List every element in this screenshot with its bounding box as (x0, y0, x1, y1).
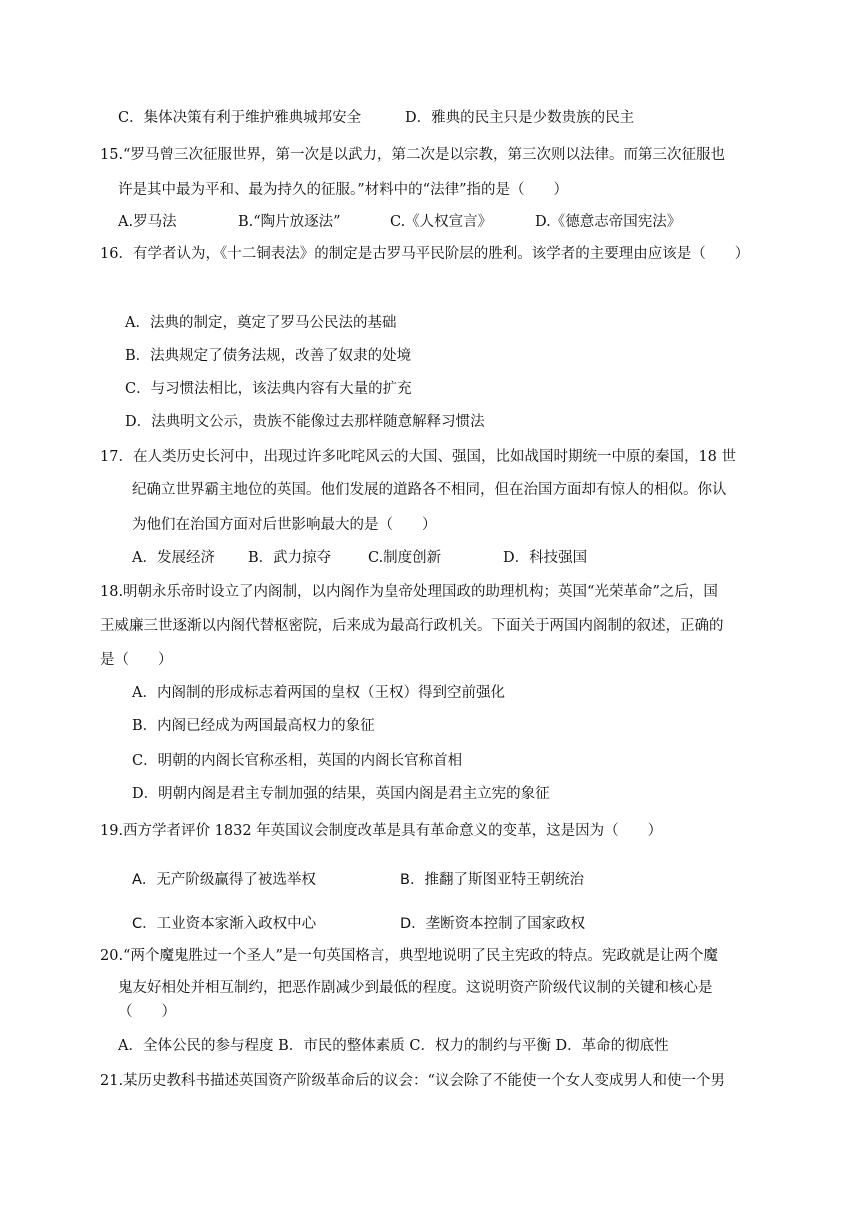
q16-option-d: D．法典明文公示，贵族不能像过去那样随意解释习惯法 (125, 414, 485, 430)
q18-stem-line1: 18.明朝永乐帝时设立了内阁制，以内阁作为皇帝处理国政的助理机构；英国“光荣革命”之后，国 (100, 584, 718, 600)
q20-options: A．全体公民的参与程度 B．市民的整体素质 C．权力的制约与平衡 D．革命的彻底性 (118, 1038, 669, 1054)
q16-option-a: A．法典的制定，奠定了罗马公民法的基础 (125, 315, 397, 331)
q17-stem-line2: 纪确立世界霸主地位的英国。他们发展的道路各不相同，但在治国方面却有惊人的相似。你认 (132, 482, 727, 498)
q18-stem-line2: 王威廉三世逐渐以内阁代替枢密院，后来成为最高行政机关。下面关于两国内阁制的叙述，正确的 (100, 618, 724, 634)
q18-option-c: C．明朝的内阁长官称丞相，英国的内阁长官称首相 (132, 753, 463, 769)
q16-stem: 16．有学者认为，《十二铜表法》的制定是古罗马平民阶层的胜利。该学者的主要理由应该是（ ） (100, 246, 750, 262)
q21-stem-line1: 21.某历史教科书描述英国资产阶级革命后的议会：“议会除了不能使一个女人变成男人和使一个男 (100, 1073, 725, 1089)
q16-option-c: C．与习惯法相比，该法典内容有大量的扩充 (125, 381, 412, 397)
q14-option-c: C．集体决策有利于维护雅典城邦安全 (118, 110, 362, 126)
q20-stem-line3: （ ） (118, 1004, 176, 1020)
q18-option-d: D．明朝内阁是君主专制加强的结果，英国内阁是君主立宪的象征 (132, 786, 550, 802)
q20-stem-line2: 鬼友好相处并相互制约，把恶作剧减少到最低的程度。这说明资产阶级代议制的关键和核心是 (118, 980, 713, 996)
q18-option-b: B．内阁已经成为两国最高权力的象征 (132, 718, 375, 734)
q17-option-b: B．武力掠夺 (248, 550, 332, 566)
q15-option-d: D.《德意志帝国宪法》 (535, 214, 682, 230)
q18-stem-line3: 是（ ） (100, 652, 173, 668)
q17-stem-line1: 17．在人类历史长河中，出现过许多叱咤风云的大国、强国，比如战国时期统一中原的秦国，18 世 (100, 449, 737, 465)
q17-stem-line3: 为他们在治国方面对后世影响最大的是（ ） (132, 517, 437, 533)
q17-option-c: C.制度创新 (368, 550, 442, 566)
q19-stem: 19.西方学者评价 1832 年英国议会制度改革是具有革命意义的变革，这是因为（ ） (100, 823, 663, 839)
q19-option-b: B．推翻了斯图亚特王朝统治 (400, 872, 584, 888)
q15-stem-line2: 许是其中最为平和、最为持久的征服。”材料中的“法律”指的是（ ） (118, 182, 568, 198)
q19-option-a: A．无产阶级赢得了被选举权 (132, 872, 316, 888)
q15-stem-line1: 15.“罗马曾三次征服世界，第一次是以武力，第二次是以宗教，第三次则以法律。而第三次征服也 (100, 147, 725, 163)
q15-option-c: C.《人权宣言》 (390, 214, 493, 230)
q19-option-c: C．工业资本家渐入政权中心 (132, 916, 317, 932)
q17-option-a: A．发展经济 (132, 550, 215, 566)
q19-option-d: D．垄断资本控制了国家政权 (400, 916, 586, 932)
q17-option-d: D．科技强国 (503, 550, 588, 566)
q20-stem-line1: 20.“两个魔鬼胜过一个圣人”是一句英国格言，典型地说明了民主宪政的特点。宪政就是让两个魔 (100, 948, 718, 964)
q18-option-a: A．内阁制的形成标志着两国的皇权（王权）得到空前强化 (132, 685, 505, 701)
q16-option-b: B．法典规定了债务法规，改善了奴隶的处境 (125, 348, 412, 364)
q15-option-a: A.罗马法 (118, 214, 177, 230)
q15-option-b: B.“陶片放逐法” (238, 214, 341, 230)
q14-option-d: D．雅典的民主只是少数贵族的民主 (405, 110, 635, 126)
